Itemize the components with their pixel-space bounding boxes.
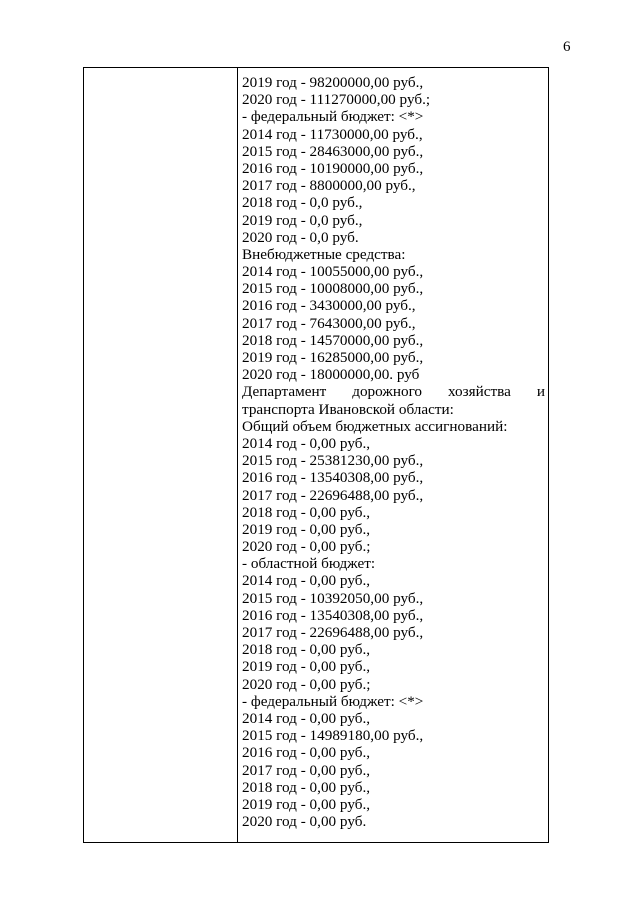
text-line: 2019 год - 0,00 руб., [242,658,371,676]
page-number: 6 [563,39,571,55]
text-line: 2019 год - 16285000,00 руб., [242,349,424,366]
justified-text-line [242,383,545,400]
text-line: 2017 год - 8800000,00 руб., [242,177,416,195]
text-line: 2015 год - 25381230,00 руб., [242,452,424,470]
text-line: 2020 год - 0,0 руб. [242,228,359,246]
text-line: 2020 год - 0,00 руб. [242,813,367,831]
text-line: 2015 год - 10392050,00 руб., [242,589,424,607]
text-line: 2020 год - 0,00 руб.; [242,538,371,556]
text-line: Общий объем бюджетных ассигнований: [242,417,508,435]
text-line: 2019 год - 0,00 руб., [242,795,371,813]
text-line: 2016 год - 10190000,00 руб., [242,159,424,177]
text-line: 2019 год - 98200000,00 руб., [242,74,424,91]
text-line: 2019 год - 0,00 руб., [242,520,371,538]
text-line: 2014 год - 0,00 руб., [242,572,371,590]
text-line: 2015 год - 14989180,00 руб., [242,727,424,745]
table-left-cell [84,68,237,842]
text-line: - федеральный бюджет: <*> [242,108,424,126]
text-line: 2015 год - 28463000,00 руб., [242,142,424,160]
text-line: 2017 год - 7643000,00 руб., [242,314,416,332]
text-line: 2017 год - 0,00 руб., [242,761,371,779]
text-line: 2015 год - 10008000,00 руб., [242,280,424,298]
text-line: 2018 год - 0,00 руб., [242,641,371,659]
word: хозяйства [448,383,511,401]
text-line: - областной бюджет: [242,555,376,573]
word: и [536,383,545,401]
text-line: 2017 год - 22696488,00 руб., [242,624,424,641]
column-divider [237,68,238,842]
text-line: 2014 год - 11730000,00 руб., [242,125,423,143]
text-line: 2016 год - 3430000,00 руб., [242,297,416,315]
text-line: 2018 год - 14570000,00 руб., [242,331,424,349]
text-line: 2014 год - 0,00 руб., [242,434,371,452]
text-line: 2017 год - 22696488,00 руб., [242,486,424,504]
text-line: 2020 год - 111270000,00 руб.; [242,91,431,109]
text-line: 2018 год - 0,00 руб., [242,778,371,796]
text-line: 2014 год - 0,00 руб., [242,709,371,727]
word: Департамент [242,383,327,401]
text-line: 2016 год - 13540308,00 руб., [242,469,424,487]
text-line: 2019 год - 0,0 руб., [242,211,363,229]
text-line: 2018 год - 0,0 руб., [242,194,363,212]
text-line: транспорта Ивановской области: [242,400,454,418]
text-line: 2020 год - 18000000,00. руб [242,366,420,384]
text-line: 2016 год - 13540308,00 руб., [242,606,424,624]
text-line: Внебюджетные средства: [242,245,406,263]
text-line: 2020 год - 0,00 руб.; [242,675,371,693]
text-line: 2016 год - 0,00 руб., [242,744,371,762]
text-line: - федеральный бюджет: <*> [242,692,424,710]
word: дорожного [352,383,423,401]
budget-table [83,67,549,843]
text-line: 2014 год - 10055000,00 руб., [242,263,424,281]
text-line: 2018 год - 0,00 руб., [242,503,371,521]
table-right-cell [242,74,545,830]
